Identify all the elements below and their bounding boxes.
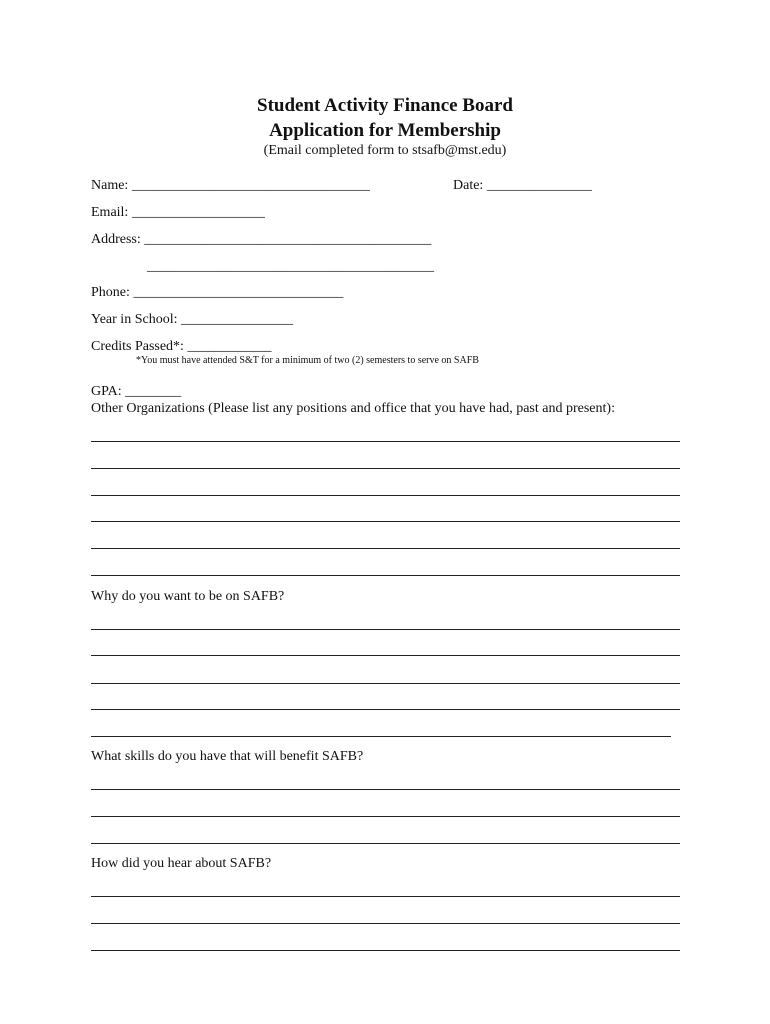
credits-footnote: *You must have attended S&T for a minimum of two (2) semesters to serve on SAFB xyxy=(136,355,479,366)
answer-line[interactable] xyxy=(91,655,680,656)
skills-question: What skills do you have that will benefit SAFB? xyxy=(91,749,364,764)
answer-line[interactable] xyxy=(91,683,680,684)
email-field[interactable]: Email: ___________________ xyxy=(91,205,265,220)
other-organizations-label: Other Organizations (Please list any positions and office that you have had, past and present): xyxy=(91,401,615,416)
credits-passed-field[interactable]: Credits Passed*: ____________ xyxy=(91,339,272,354)
gpa-field[interactable]: GPA: ________ xyxy=(91,384,182,399)
answer-line[interactable] xyxy=(91,629,680,630)
answer-line[interactable] xyxy=(91,709,680,710)
answer-line[interactable] xyxy=(91,923,680,924)
answer-line[interactable] xyxy=(91,495,680,496)
address-field[interactable]: Address: _________________________________________ xyxy=(91,232,432,247)
why-join-question: Why do you want to be on SAFB? xyxy=(91,589,285,604)
email-instruction: (Email completed form to stsafb@mst.edu) xyxy=(263,143,507,158)
answer-line[interactable] xyxy=(91,521,680,522)
address-continuation-field[interactable]: _________________________________________ xyxy=(147,259,434,274)
phone-field[interactable]: Phone: ______________________________ xyxy=(91,285,344,300)
date-field[interactable]: Date: _______________ xyxy=(453,178,592,193)
how-heard-question: How did you hear about SAFB? xyxy=(91,856,272,871)
answer-line[interactable] xyxy=(91,575,680,576)
answer-line[interactable] xyxy=(91,548,680,549)
year-in-school-field[interactable]: Year in School: ________________ xyxy=(91,312,293,327)
answer-line[interactable] xyxy=(91,950,680,951)
answer-line[interactable] xyxy=(91,789,680,790)
answer-line[interactable] xyxy=(91,468,680,469)
answer-line[interactable] xyxy=(91,843,680,844)
form-title: Student Activity Finance Board xyxy=(257,95,513,116)
answer-line[interactable] xyxy=(91,736,671,737)
form-subtitle: Application for Membership xyxy=(269,120,501,141)
answer-line[interactable] xyxy=(91,441,680,442)
answer-line[interactable] xyxy=(91,816,680,817)
name-field[interactable]: Name: __________________________________ xyxy=(91,178,370,193)
answer-line[interactable] xyxy=(91,896,680,897)
